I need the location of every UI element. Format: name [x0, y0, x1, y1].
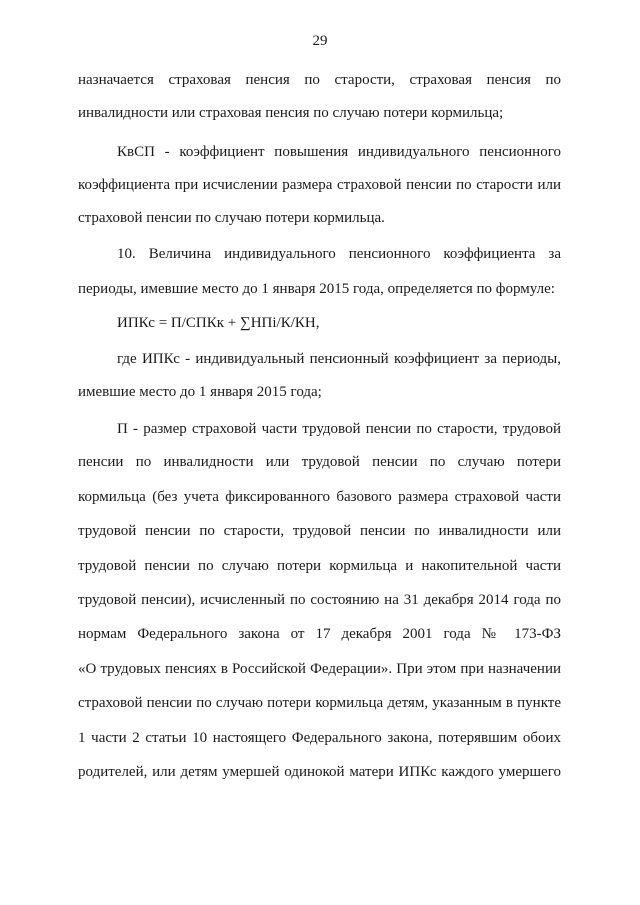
text-line: назначается страховая пенсия по старости, страховая пенсия по	[78, 72, 561, 88]
text-line: периоды, имевшие место до 1 января 2015 года, определяется по формуле:	[78, 281, 555, 297]
text-line: пенсии по инвалидности или трудовой пенсии по случаю потери	[78, 454, 561, 470]
text-line: где ИПКс - индивидуальный пенсионный коэффициент за периоды,	[117, 351, 561, 367]
text-line: имевшие место до 1 января 2015 года;	[78, 384, 322, 400]
text-line: 1 части 2 статьи 10 настоящего Федерального закона, потерявшим обоих	[78, 730, 561, 746]
text-line: трудовой пенсии по старости, трудовой пенсии по инвалидности или	[78, 523, 561, 539]
text-line: нормам Федерального закона от 17 декабря 2001 года № 173-ФЗ	[78, 626, 561, 642]
text-line: трудовой пенсии по случаю потери кормильца и накопительной части	[78, 558, 561, 574]
text-line: страховой пенсии по случаю потери кормильца.	[78, 210, 385, 226]
text-line: «О трудовых пенсиях в Российской Федерации». При этом при назначении	[78, 661, 561, 677]
text-line: родителей, или детям умершей одинокой матери ИПКс каждого умершего	[78, 764, 561, 780]
formula: ИПКс = П/СПКк + ∑НПi/К/КН,	[117, 315, 320, 331]
text-line: коэффициента при исчислении размера страховой пенсии по старости или	[78, 177, 561, 193]
text-line: 10. Величина индивидуального пенсионного коэффициента за	[117, 246, 561, 262]
text-line: КвСП - коэффициент повышения индивидуального пенсионного	[117, 144, 561, 160]
text-line: инвалидности или страховая пенсия по случаю потери кормильца;	[78, 105, 504, 121]
text-line: страховой пенсии по случаю потери кормильца детям, указанным в пункте	[78, 695, 561, 711]
page-number: 29	[312, 33, 328, 49]
text-line: кормильца (без учета фиксированного базового размера страховой части	[78, 489, 561, 505]
text-line: П - размер страховой части трудовой пенсии по старости, трудовой	[117, 421, 561, 437]
text-line: трудовой пенсии), исчисленный по состоянию на 31 декабря 2014 года по	[78, 592, 561, 608]
